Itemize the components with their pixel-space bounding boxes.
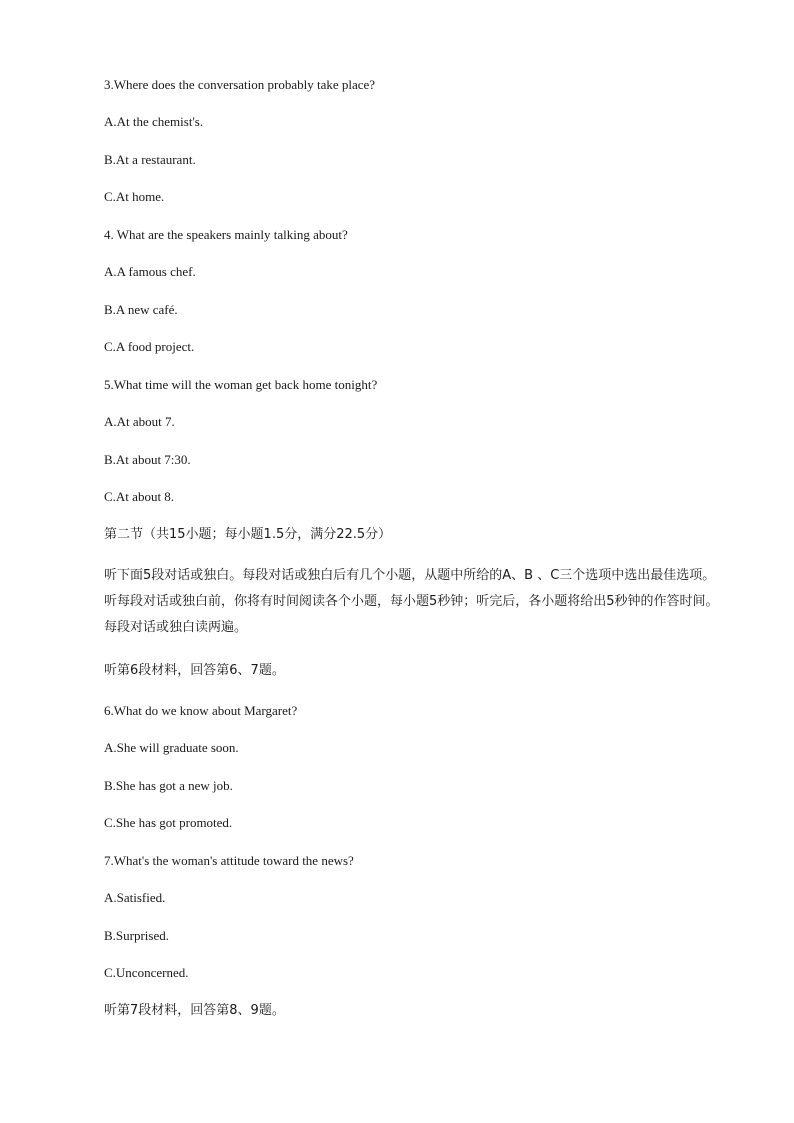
question-4-option-b: B.A new café. (104, 302, 178, 317)
instructions-text: 听下面5段对话或独白。每段对话或独白后有几个小题，从题中所给的A、B 、C三个选项中选出最佳选项。听每段对话或独白前，你将有时间阅读各个小题，每小题5秒钟；听完后，各小题将给出5秒钟的作答时间。每段对话或独白读两遍。 (104, 568, 719, 635)
question-5-option-a: A.At about 7. (104, 414, 175, 429)
question-4: 4. What are the speakers mainly talking about? (104, 227, 348, 242)
question-6-option-c: C.She has got promoted. (104, 815, 233, 830)
question-5-option-c: C.At about 8. (104, 489, 175, 504)
material-7-heading: 听第7段材料，回答第8、9题。 (104, 1003, 285, 1018)
section-instructions (104, 563, 720, 641)
material-6-heading: 听第6段材料，回答第6、7题。 (104, 663, 285, 678)
question-7-option-a: A.Satisfied. (104, 890, 166, 905)
question-7-option-c: C.Unconcerned. (104, 965, 189, 980)
question-3-option-b: B.At a restaurant. (104, 152, 196, 167)
question-7: 7.What's the woman's attitude toward the news? (104, 853, 354, 868)
question-6-option-b: B.She has got a new job. (104, 778, 233, 793)
question-6: 6.What do we know about Margaret? (104, 703, 298, 718)
question-4-option-c: C.A food project. (104, 339, 195, 354)
question-3: 3.Where does the conversation probably take place? (104, 77, 376, 92)
section-heading: 第二节（共15小题；每小题1.5分，满分22.5分） (104, 527, 392, 542)
question-4-option-a: A.A famous chef. (104, 264, 196, 279)
question-5: 5.What time will the woman get back home tonight? (104, 377, 378, 392)
question-3-option-a: A.At the chemist's. (104, 114, 204, 129)
question-7-option-b: B.Surprised. (104, 928, 169, 943)
question-6-option-a: A.She will graduate soon. (104, 740, 239, 755)
question-5-option-b: B.At about 7:30. (104, 452, 191, 467)
question-3-option-c: C.At home. (104, 189, 165, 204)
